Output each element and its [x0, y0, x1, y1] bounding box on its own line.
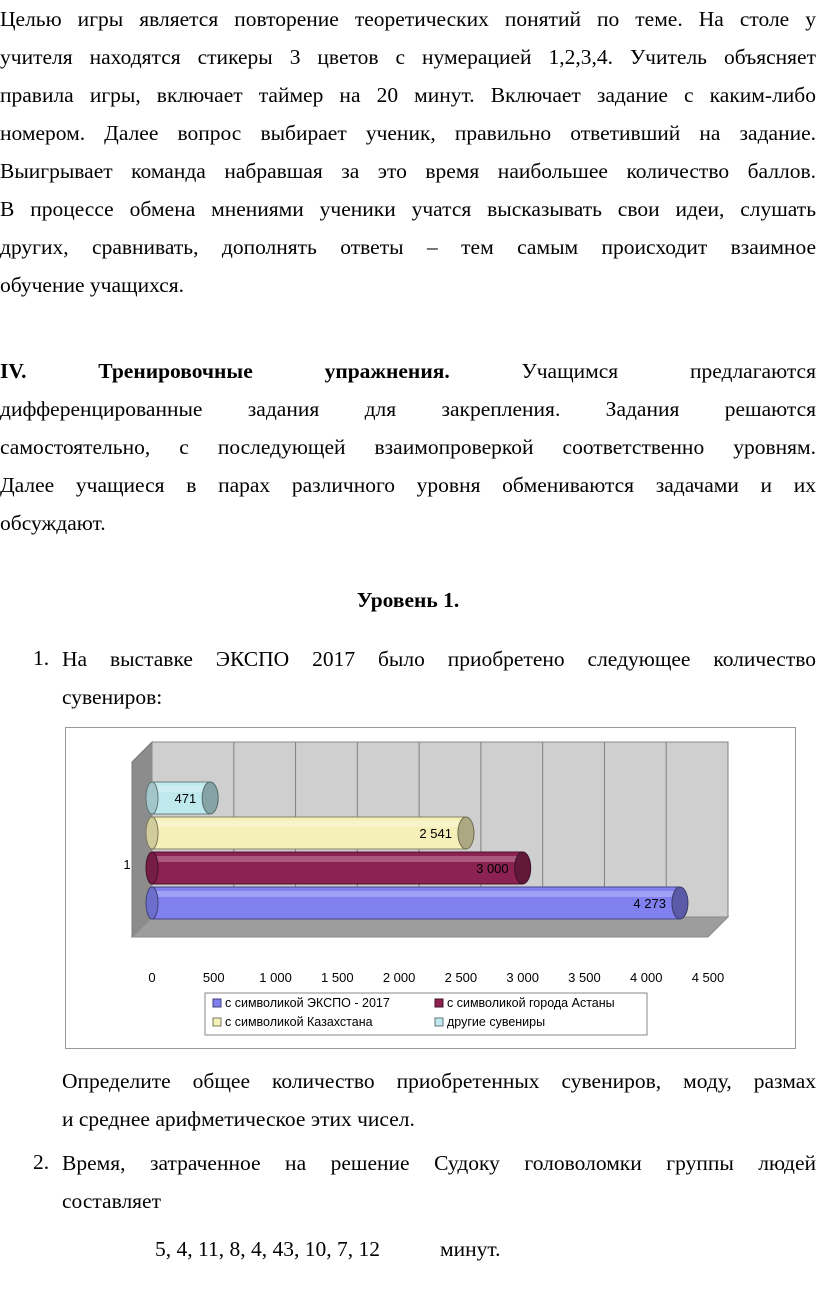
bar-end-cap: [458, 817, 474, 849]
x-tick-label: 500: [202, 970, 225, 985]
x-tick-label: 1 500: [321, 970, 354, 985]
task2-number: 2.: [33, 1150, 50, 1174]
task1-after-line: и среднее арифметическое этих чисел.: [62, 1107, 415, 1131]
bar-end-cap: [202, 782, 218, 814]
chart-floor: [132, 917, 728, 937]
legend-label: другие сувениры: [447, 1015, 546, 1029]
intro-line: других, сравнивать, дополнять ответы – тем самым происходит взаимное: [0, 235, 816, 259]
bar-highlight: [154, 891, 678, 897]
task1-after-line: Определите общее количество приобретенных сувениров, моду, размах: [62, 1069, 816, 1093]
section-text-word: Учащимся: [521, 359, 619, 383]
y-category-label: 1: [123, 857, 131, 872]
legend-label: с символикой города Астаны: [447, 996, 615, 1010]
section-iv-heading-row: [0, 352, 816, 390]
task2-text: [62, 1144, 816, 1220]
bar-start-cap: [146, 852, 158, 884]
task1-questions: [62, 1062, 816, 1138]
section-line: самостоятельно, с последующей взаимопроверкой соответственно уровням.: [0, 435, 816, 459]
intro-line: Целью игры является повторение теоретических понятий по теме. На столе у: [0, 7, 816, 31]
level-heading: Уровень 1.: [356, 588, 460, 612]
legend-swatch: [435, 1018, 443, 1026]
bar-end-cap: [672, 887, 688, 919]
x-tick-label: 2 500: [444, 970, 478, 985]
task1-text: [62, 640, 816, 716]
legend-label: с символикой Казахстана: [225, 1015, 373, 1029]
intro-line: учителя находятся стикеры 3 цветов с нумерацией 1,2,3,4. Учитель объясняет: [0, 45, 816, 69]
x-tick-label: 3 000: [506, 970, 539, 985]
intro-paragraph: [0, 0, 816, 304]
task1-number: 1.: [33, 646, 50, 670]
souvenir-bar-chart: [65, 727, 796, 1049]
task2-line: Время, затраченное на решение Судоку головоломки группы людей: [62, 1151, 816, 1175]
legend-swatch: [435, 999, 443, 1007]
task2-line: составляет: [62, 1189, 161, 1213]
bar-value-label: 471: [174, 791, 197, 806]
bar-end-cap: [515, 852, 531, 884]
task2-unit: минут.: [440, 1237, 501, 1261]
section-iv-paragraph: [0, 352, 816, 542]
x-tick-label: 3 500: [568, 970, 601, 985]
x-tick-label: 2 000: [382, 970, 416, 985]
legend-swatch: [213, 999, 221, 1007]
task1-line: На выставке ЭКСПО 2017 было приобретено следующее количество: [62, 647, 816, 671]
intro-line: обучение учащихся.: [0, 273, 185, 297]
intro-line: правила игры, включает таймер на 20 минут. Включает задание с каким-либо: [0, 83, 816, 107]
bar-start-cap: [146, 817, 158, 849]
section-title-word: упражнения.: [324, 359, 450, 383]
section-line: дифференцированные задания для закрепления. Задания решаются: [0, 397, 816, 421]
task2-values: 5, 4, 11, 8, 4, 43, 10, 7, 12: [155, 1237, 380, 1261]
x-tick-label: 1 000: [259, 970, 292, 985]
x-tick-label: 4 500: [691, 970, 725, 985]
legend-swatch: [213, 1018, 221, 1026]
bar-highlight: [154, 821, 464, 827]
bar-value-label: 4 273: [633, 896, 666, 911]
bar-start-cap: [146, 887, 158, 919]
bar-value-label: 3 000: [476, 861, 509, 876]
section-line: обсуждают.: [0, 511, 106, 535]
intro-line: В процессе обмена мнениями ученики учатся высказывать свои идеи, слушать: [0, 197, 816, 221]
intro-line: Выигрывает команда набравшая за это время наибольшее количество баллов.: [0, 159, 816, 183]
bar-start-cap: [146, 782, 158, 814]
bar-value-label: 2 541: [419, 826, 452, 841]
legend-label: с символикой ЭКСПО - 2017: [225, 996, 390, 1010]
bar-highlight: [154, 856, 521, 862]
x-tick-label: 4 000: [629, 970, 663, 985]
task1-line: сувениров:: [62, 685, 163, 709]
x-tick-label: 0: [148, 970, 156, 985]
section-line: Далее учащиеся в парах различного уровня обмениваются задачами и их: [0, 473, 816, 497]
section-title-word: Тренировочные: [98, 359, 253, 383]
section-text-word: предлагаются: [690, 359, 816, 383]
intro-line: номером. Далее вопрос выбирает ученик, правильно ответивший на задание.: [0, 121, 816, 145]
section-numeral: IV.: [0, 359, 27, 383]
